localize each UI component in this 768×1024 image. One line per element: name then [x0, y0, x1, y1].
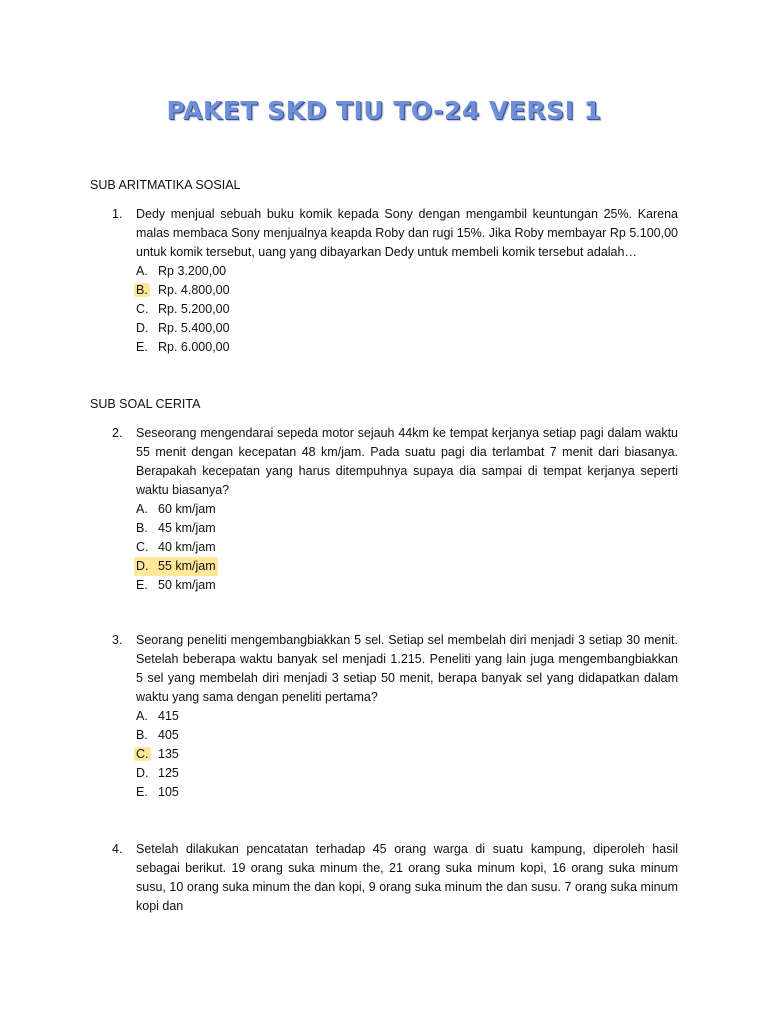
answer-highlight: B. [136, 283, 148, 297]
option-d [136, 557, 678, 576]
option-a: A. Rp 3.200,00 [136, 264, 227, 278]
section-heading-soal-cerita: SUB SOAL CERITA [90, 397, 201, 411]
options-list [136, 262, 678, 357]
option-e: E. 50 km/jam [136, 578, 216, 592]
section-heading-aritmatika: SUB ARITMATIKA SOSIAL [90, 178, 241, 192]
question-text: Seseorang mengendarai sepeda motor sejauh 44km ke tempat kerjanya setiap pagi dalam waktu 55 menit dengan kecepatan 48 km/jam. Pada suatu pagi dia terlambat 7 menit dari biasanya. Berapakah kecepatan yang harus ditempuhnya supaya dia sampai di tempat kerjanya seperti waktu biasanya? [136, 426, 678, 497]
answer-highlight: D. 55 km/jam [134, 557, 218, 576]
question-number: 3. [112, 633, 123, 647]
question-text: Seorang peneliti mengembangbiakkan 5 sel. Setiap sel membelah diri menjadi 3 setiap 30 menit. Setelah beberapa waktu banyak sel menjadi 1.215. Peneliti yang lain juga mengembangbiakkan 5 sel yang membelah diri menjadi 3 setiap 50 menit, berapa banyak sel yang didapatkan dalam waktu yang sama dengan peneliti pertama? [136, 633, 678, 704]
question-number: 1. [112, 207, 123, 221]
question-text: Setelah dilakukan pencatatan terhadap 45 orang warga di suatu kampung, diperoleh hasil sebagai berikut. 19 orang suka minum the, 21 orang suka minum kopi, 16 orang suka minum susu, 10 orang suka minum the dan kopi, 9 orang suka minum the dan susu. 7 orang suka minum kopi dan [136, 842, 678, 913]
options-list [136, 707, 678, 802]
question-text: Dedy menjual sebuah buku komik kepada Sony dengan mengambil keuntungan 25%. Karena malas membaca Sony menjualnya keapda Roby dan rugi 15%. Jika Roby membayar Rp 5.100,00 untuk komik tersebut, uang yang dibayarkan Dedy untuk membeli komik tersebut adalah… [136, 207, 678, 259]
option-e: E. 105 [136, 785, 179, 799]
option-b: B. Rp. 4.800,00 [136, 283, 230, 297]
question-number: 4. [112, 842, 123, 856]
answer-highlight: C. [136, 747, 149, 761]
question-4 [112, 840, 678, 916]
option-a: A. 60 km/jam [136, 502, 216, 516]
question-1 [112, 205, 678, 370]
option-d: D. 125 [136, 766, 179, 780]
option-b: B. 45 km/jam [136, 521, 216, 535]
option-d: D. Rp. 5.400,00 [136, 321, 230, 335]
option-c: C. 135 [136, 747, 179, 761]
option-b: B. 405 [136, 728, 179, 742]
option-a: A. 415 [136, 709, 179, 723]
question-3 [112, 631, 678, 815]
document-title: PAKET SKD TIU TO-24 VERSI 1 [166, 96, 602, 125]
option-c: C. 40 km/jam [136, 540, 216, 554]
option-c: C. Rp. 5.200,00 [136, 302, 230, 316]
question-number: 2. [112, 426, 123, 440]
options-list [136, 500, 678, 595]
option-e: E. Rp. 6.000,00 [136, 340, 230, 354]
question-2 [112, 424, 678, 608]
